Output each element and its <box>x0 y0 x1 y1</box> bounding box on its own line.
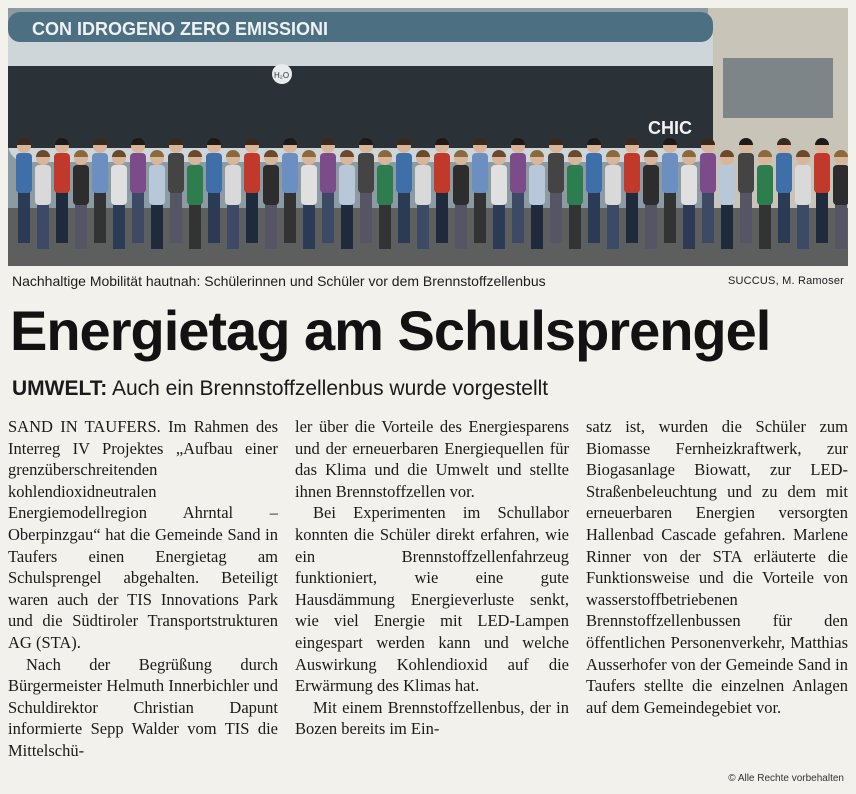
article-headline: Energietag am Schulsprengel <box>10 299 771 362</box>
person-figure <box>624 138 640 243</box>
person-figure <box>548 138 564 243</box>
person-figure <box>472 138 488 243</box>
article-photo <box>8 8 848 266</box>
paragraph: Nach der Begrüßung durch Bürgermeister Helmuth Innerbichler und Schuldirektor Christian Dapunt informierte Sepp Walder vom TIS die Mittelschü- <box>8 654 278 760</box>
person-figure <box>662 138 678 243</box>
paragraph: Mit einem Brennstoffzellenbus, der in Bozen bereits im Ein- <box>295 697 569 739</box>
person-figure <box>244 138 260 243</box>
caption-text: Nachhaltige Mobilität hautnah: Schülerinnen und Schüler vor dem Brennstoffzellenbus <box>12 273 546 289</box>
person-figure <box>54 138 70 243</box>
photo-credit: SUCCUS, M. Ramoser <box>727 275 844 287</box>
bus-group-illustration <box>8 8 848 266</box>
paragraph: ler über die Vorteile des Energiesparens und der erneuerbaren Energiequellen für das Klima und die Umwelt und stellte ihnen Brennstoffzellen vor. <box>295 417 569 501</box>
article-subhead <box>12 374 852 404</box>
person-figure <box>396 138 412 243</box>
person-figure <box>320 138 336 243</box>
person-figure <box>206 138 222 243</box>
person-figure <box>510 138 526 243</box>
person-figure <box>16 138 32 243</box>
paragraph: satz ist, wurden die Schüler zum Biomasse Fernheizkraftwerk, zur Biogasanlage Biowatt, zur LED-Straßenbeleuchtung und zu dem mit erneuerbaren Energien versorgten Hallenbad Cascade gefahren. Marlene Rinner von der STA erläuterte die Funktionsweise und die Vorteile von wasserstoffbetriebenen Brennstoffzellenbussen für den öffentlichen Personenverkehr, Matthias Ausserhofer von der Gemeinde Sand in Taufers stellte die einzelnen Anlagen auf dem Gemeindegebiet vor. <box>586 417 848 717</box>
person-figure <box>814 138 830 243</box>
column-2 <box>295 416 569 786</box>
h2-badge: H₂O <box>274 71 290 80</box>
person-figure <box>92 138 108 243</box>
person-figure <box>586 138 602 243</box>
article-body <box>8 416 848 786</box>
person-figure <box>434 138 450 243</box>
subhead-text: Auch ein Brennstoffzellenbus wurde vorgestellt <box>111 377 549 400</box>
subhead-kicker: UMWELT: <box>12 377 108 400</box>
person-figure <box>738 138 754 243</box>
person-figure <box>700 138 716 243</box>
column-3 <box>586 416 848 786</box>
bus-logo: CHIC <box>648 118 692 138</box>
person-figure <box>168 138 184 243</box>
copyright-notice: © Alle Rechte vorbehalten <box>728 773 844 784</box>
bus-banner-text: CON IDROGENO ZERO EMISSIONI <box>32 19 329 39</box>
person-figure <box>282 138 298 243</box>
person-figure <box>130 138 146 243</box>
photo-caption <box>12 270 844 292</box>
paragraph: SAND IN TAUFERS. Im Rahmen des Interreg IV Projektes „Aufbau einer grenzüberschreitenden kohlendioxidneutralen Energiemodellregion Ahrntal – Oberpinzgau“ hat die Gemeinde Sand in Taufers einen Energietag am Schulsprengel abgehalten. Beteiligt waren auch der TIS Innovations Park und die Südtiroler Transportstrukturen AG (STA). <box>8 417 278 652</box>
person-figure <box>358 138 374 243</box>
paragraph: Bei Experimenten im Schullabor konnten die Schüler direkt erfahren, wie ein Brennstoffzellenfahrzeug funktioniert, wie eine gute Hausdämmung Energieverluste senkt, wie viel Energie mit LED-Lampen eingespart werden kann und welche Auswirkung Kohlendioxid auf die Erwärmung des Klimas hat. <box>295 503 569 696</box>
person-figure <box>776 138 792 243</box>
column-1 <box>8 416 278 786</box>
